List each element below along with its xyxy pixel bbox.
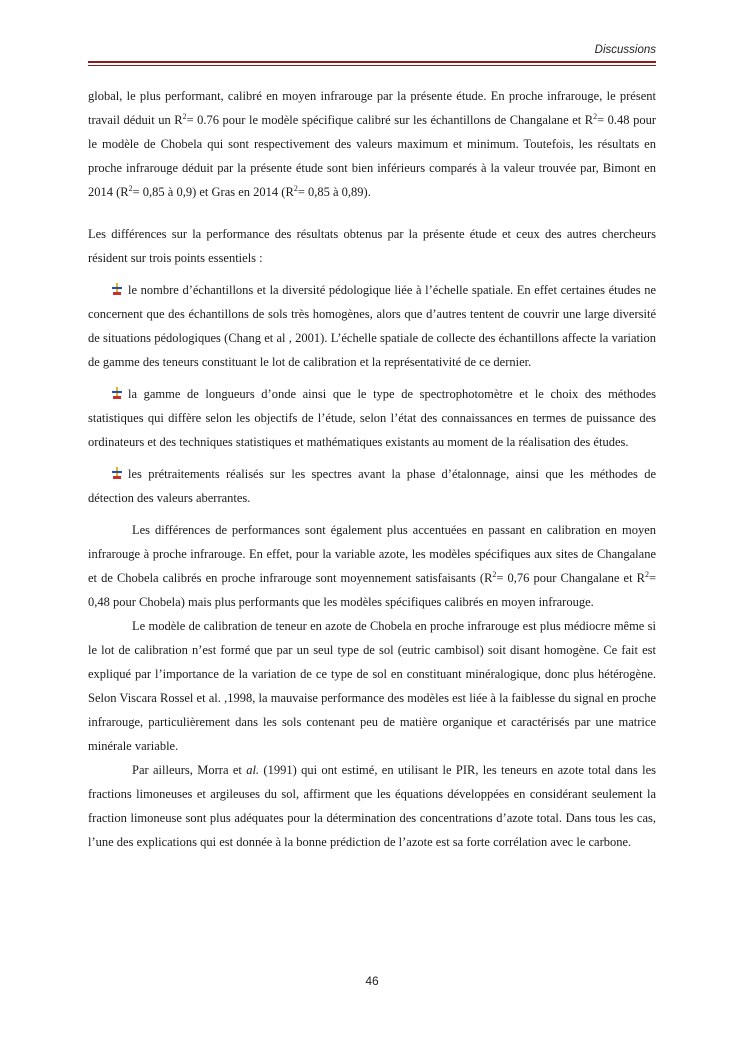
paragraph-differences: Les différences sur la performance des résultats obtenus par la présente étude et ceux des autres chercheurs résident sur trois points essentiels : — [88, 227, 656, 265]
bullet-item: les prétraitements réalisés sur les spectres avant la phase d’étalonnage, ainsi que les méthodes de détection des valeurs aberrantes. — [88, 467, 656, 505]
bullet-item: le nombre d’échantillons et la diversité pédologique liée à l’échelle spatiale. En effet certaines études ne concernent que des échantillons de sols très homogènes, alors que d’autres tentent de couvrir une large diversité de situations pédologiques (Chang et al , 2001). L’échelle spatiale de collecte des échantillons affecte la variation de gamme des teneurs constituant le lot de calibration et la représentativité de ce dernier. — [88, 283, 656, 369]
paragraph-chobela-model: Le modèle de calibration de teneur en azote de Chobela en proche infrarouge est plus médiocre même si le lot de calibration n’est formé que par un seul type de sol (eutric cambisol) soit disant homogène. Ce fait est expliqué par l’importance de la variation de ce type de sol en constituant minéralogique, donc plus hétérogène. Selon Viscara Rossel et al. ,1998, la mauvaise performance des modèles est liée à la faiblesse du signal en proche infrarouge, particulièrement dans les sols contenant peu de matière organique et caractérisés par une matrice minérale variable. — [88, 619, 656, 753]
bullet-pin-icon — [112, 387, 122, 399]
bullet-pin-icon — [112, 283, 122, 295]
paragraph-global: global, le plus performant, calibré en moyen infrarouge par la présente étude. En proche infrarouge, le présent travail déduit un $R^2= 0.76$ pour le modèle spécifique calibré sur les échantillons de Changalane et $R^2= 0.48$ pour le modèle de Chobela qui sont respectivement des valeurs maximum et minimum. Toutefois, les résultats en proche infrarouge déduit par la présente étude sont bien inférieurs comparés à la valeur trouvée par, Bimont en 2014 ($R^2= 0,85$ à 0,9) et Gras en 2014 ($R^2= 0,85$ à 0,89). — [88, 89, 656, 199]
header-rule-thin — [88, 65, 656, 66]
page-number: 46 — [365, 974, 379, 988]
header-rule-thick — [88, 61, 656, 63]
bullet-pin-icon — [112, 467, 122, 479]
running-header: Discussions — [594, 44, 656, 56]
paragraph-morra: Par ailleurs, Morra et al. (1991) qui ont estimé, en utilisant le PIR, les teneurs en azote total dans les fractions limoneuses et argileuses du sol, affirment que les équations développées en considérant seulement la fraction limoneuse sont plus adéquates pour la détermination des concentrations d’azote total. Dans tous les cas, l’une des explications qui est donnée à la bonne prédiction de l’azote est sa forte corrélation avec le carbone. — [88, 763, 656, 849]
page-body — [88, 84, 656, 854]
paragraph-performances: Les différences de performances sont également plus accentuées en passant en calibration en moyen infrarouge à proche infrarouge. En effet, pour la variable azote, les modèles spécifiques aux sites de Changalane et de Chobela calibrés en proche infrarouge sont moyennement satisfaisants ($R^2= 0,76$ pour Changalane et $R^2= 0,48$ pour Chobela) mais plus performants que les modèles spécifiques calibrés en moyen infrarouge. — [88, 523, 657, 609]
bullet-item: la gamme de longueurs d’onde ainsi que le type de spectrophotomètre et le choix des méthodes statistiques qui diffère selon les objectifs de l’étude, selon l’état des connaissances en termes de puissance des ordinateurs et des techniques statistiques et mathématiques existants au moment de la réalisation des études. — [88, 387, 656, 449]
